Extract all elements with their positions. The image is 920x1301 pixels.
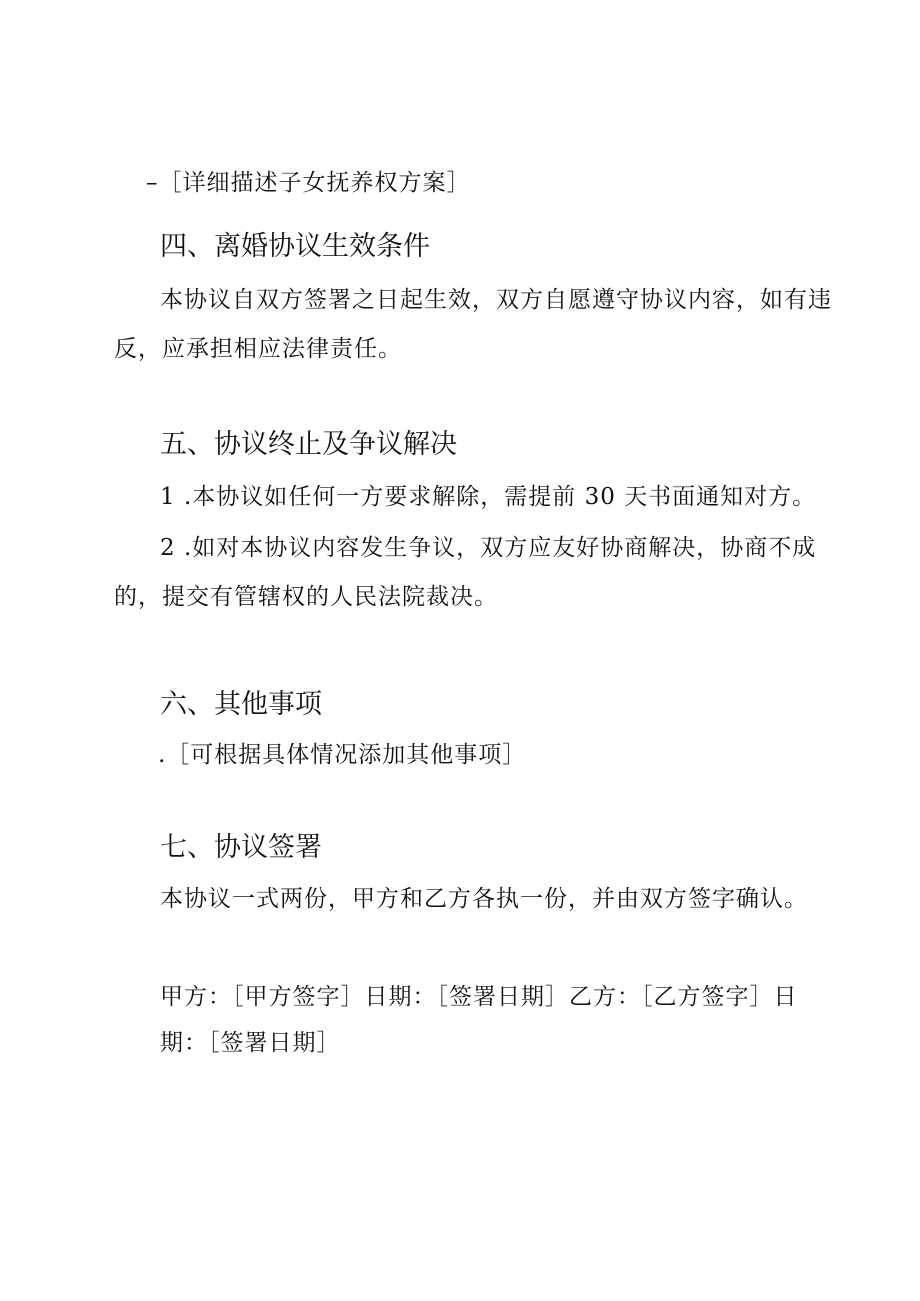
signature-line-1: 甲方：［甲方签字］日期：［签署日期］乙方：［乙方签字］日	[160, 984, 798, 1010]
section-7-heading: 七、协议签署	[160, 832, 322, 863]
section-5-item-2-line-2: 的，提交有管辖权的人民法院裁决。	[114, 584, 498, 610]
section-5-item-2-line-1: 2 .如对本协议内容发生争议，双方应友好协商解决，协商不成	[160, 535, 817, 561]
section-4-paragraph-line-1: 本协议自双方签署之日起生效，双方自愿遵守协议内容，如有违	[160, 287, 832, 313]
section-6-heading: 六、其他事项	[160, 689, 322, 720]
section-7-paragraph: 本协议一式两份，甲方和乙方各执一份，并由双方签字确认。	[160, 886, 808, 912]
section-4-heading: 四、离婚协议生效条件	[160, 231, 430, 262]
section-6-item: .［可根据具体情况添加其他事项］	[158, 742, 527, 768]
section-5-item-1: 1 .本协议如任何一方要求解除，需提前 30 天书面通知对方。	[160, 484, 817, 510]
section-5-heading: 五、协议终止及争议解决	[160, 429, 457, 460]
section-4-paragraph-line-2: 反，应承担相应法律责任。	[114, 336, 402, 362]
custody-plan-placeholder: –［详细描述子女抚养权方案］	[146, 170, 471, 196]
signature-line-2: 期：［签署日期］	[160, 1030, 341, 1056]
